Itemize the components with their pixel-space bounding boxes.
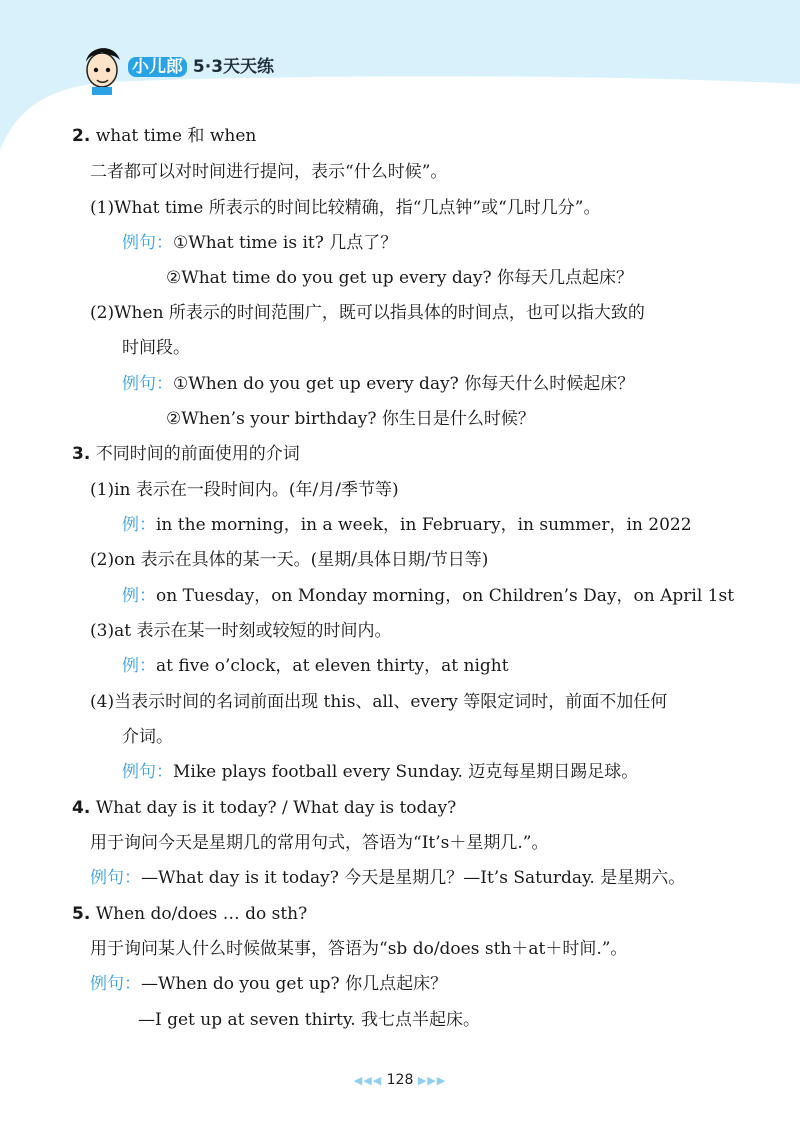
example-text: Mike plays football every Sunday. 迈克每星期日踢足球。 (173, 762, 639, 782)
section-title: what time 和 when (95, 126, 257, 146)
example-line (90, 866, 685, 890)
section-title: What day is it today? / What day is today? (95, 798, 457, 818)
example-label: 例： (122, 515, 156, 535)
example-label: 例句： (122, 374, 173, 394)
section-number: 5. (72, 904, 91, 924)
example-line (122, 654, 509, 678)
example-label: 例： (122, 656, 156, 676)
example-line (122, 584, 734, 608)
series-name: 5·3天天练 (192, 57, 275, 77)
section-4-heading (72, 796, 456, 820)
example-text: ①When do you get up every day? 你每天什么时候起床？ (173, 374, 635, 394)
section-5-desc: 用于询问某人什么时候做某事，答语为“sb do/does sth＋at＋时间.”。 (90, 939, 628, 959)
page-number: 128 (386, 1072, 414, 1088)
mascot-icon (78, 40, 126, 96)
example-label: 例句： (122, 233, 173, 253)
section-4-desc: 用于询问今天是星期几的常用句式，答语为“It’s＋星期几.”。 (90, 833, 549, 853)
example-text: —What day is it today? 今天是星期几？—It’s Saturday. 是星期六。 (141, 868, 686, 888)
example-text: at five o’clock，at eleven thirty，at night (156, 656, 509, 676)
section-title: 不同时间的前面使用的介词 (95, 444, 300, 464)
section-number: 4. (72, 798, 91, 818)
example-text: in the morning，in a week，in February，in summer，in 2022 (156, 515, 692, 535)
example-text: ①What time is it? 几点了？ (173, 233, 398, 253)
left-arrows-icon: ◀◀◀ (353, 1074, 383, 1087)
example-line: ②When’s your birthday? 你生日是什么时候？ (166, 409, 535, 429)
section-title: When do/does … do sth? (95, 904, 308, 924)
right-arrows-icon: ▶▶▶ (417, 1074, 447, 1087)
page-footer (0, 1072, 800, 1088)
section-number: 3. (72, 444, 91, 464)
example-label: 例句： (90, 868, 141, 888)
section-3-item-2: (2)on 表示在具体的某一天。(星期/具体日期/节日等) (90, 550, 489, 570)
brand-name: 小儿郎 (128, 57, 187, 77)
section-2-point-2: (2)When 所表示的时间范围广，既可以指具体的时间点，也可以指大致的 (90, 303, 645, 323)
example-line (122, 513, 692, 537)
section-3-item-4-cont: 介词。 (122, 727, 173, 747)
example-label: 例： (122, 586, 156, 606)
example-line (122, 760, 638, 784)
example-text: on Tuesday，on Monday morning，on Children’s Day，on April 1st (156, 586, 735, 606)
section-3-item-4: (4)当表示时间的名词前面出现 this、all、every 等限定词时，前面不加任何 (90, 692, 668, 712)
series-logo (128, 52, 274, 77)
example-line (90, 972, 447, 996)
example-line: ②What time do you get up every day? 你每天几点起床？ (166, 268, 634, 288)
example-label: 例句： (122, 762, 173, 782)
section-2-intro: 二者都可以对时间进行提问，表示“什么时候”。 (90, 162, 448, 182)
example-label: 例句： (90, 974, 141, 994)
section-2-point-2-cont: 时间段。 (122, 338, 190, 358)
example-text: —When do you get up? 你几点起床？ (141, 974, 448, 994)
section-2-point-1: (1)What time 所表示的时间比较精确，指“几点钟”或“几时几分”。 (90, 198, 601, 218)
section-3-heading (72, 442, 300, 466)
section-3-item-3: (3)at 表示在某一时刻或较短的时间内。 (90, 621, 392, 641)
section-2-heading (72, 124, 256, 148)
section-3-item-1: (1)in 表示在一段时间内。(年/月/季节等) (90, 480, 399, 500)
example-line (122, 372, 634, 396)
example-line (122, 231, 397, 255)
section-number: 2. (72, 126, 91, 146)
section-5-heading (72, 902, 307, 926)
example-line: —I get up at seven thirty. 我七点半起床。 (138, 1010, 481, 1030)
